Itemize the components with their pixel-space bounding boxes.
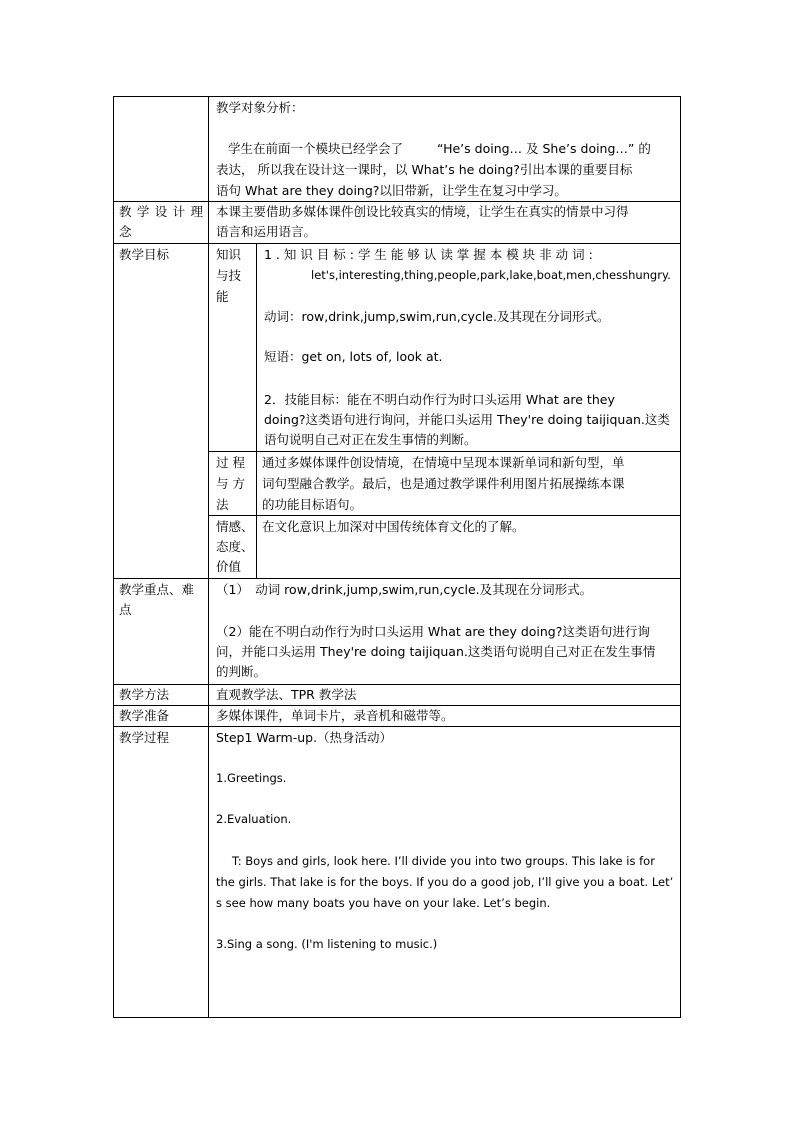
- knowledge-skill-label-2: 与技: [216, 268, 242, 283]
- teacher-talk-line3: s see how many boats you have on your lake. Let’s begin.: [216, 896, 551, 910]
- attitude-label-3: 价值: [216, 559, 242, 574]
- knowledge-goal-words: let's,interesting,thing,people,park,lake,boat,men,chesshungry.: [311, 268, 671, 282]
- attitude-label-1: 情感、: [216, 519, 254, 534]
- student-analysis-line1-left: 学生在前面一个模块已经学会了: [228, 141, 404, 156]
- process-method-line3: 的功能目标语句。: [262, 497, 363, 512]
- teaching-goals-label: 教学目标: [119, 247, 170, 262]
- skill-goal-line2: doing?这类语句进行询问，并能口头运用 They're doing taijiquan.这类: [264, 412, 670, 427]
- knowledge-skill-label-1: 知识: [216, 247, 242, 262]
- teacher-talk-line2: the girls. That lake is for the boys. If you do a good job, I’ll give you a boat. Let’: [216, 875, 674, 889]
- student-analysis-line2: 表达， 所以我在设计这一课时，以 What’s he doing?引出本课的重要目标: [216, 162, 633, 177]
- design-concept-text-2: 语言和运用语言。: [216, 224, 317, 239]
- teacher-talk-line1: T: Boys and girls, look here. I’ll divide you into two groups. This lake is for: [232, 854, 655, 868]
- skill-goal-line1: 2．技能目标：能在不明白动作行为时口头运用 What are they: [264, 392, 615, 407]
- teaching-process-label: 教学过程: [119, 730, 170, 745]
- step1-item-greetings: 1.Greetings.: [216, 771, 287, 785]
- design-concept-text-1: 本课主要借助多媒体课件创设比较真实的情境，让学生在真实的情景中习得: [216, 204, 629, 219]
- key-points-label-1: 教学重点、难: [119, 582, 195, 597]
- attitude-label-2: 态度、: [216, 539, 254, 554]
- skill-goal-line3: 语句说明自己对正在发生事情的判断。: [264, 432, 477, 447]
- teaching-prep-label: 教学准备: [119, 708, 170, 723]
- step1-item-evaluation: 2.Evaluation.: [216, 812, 292, 826]
- process-method-line1: 通过多媒体课件创设情境，在情境中呈现本课新单词和新句型，单: [262, 455, 625, 470]
- process-method-label-2: 与 方: [216, 476, 245, 491]
- process-method-line2: 词句型融合教学。最后，也是通过教学课件利用图片拓展操练本课: [262, 476, 625, 491]
- design-concept-label-1: 教学设计理: [119, 204, 203, 219]
- attitude-text: 在文化意识上加深对中国传统体育文化的了解。: [262, 519, 525, 534]
- key-point-2-line3: 的判断。: [216, 664, 267, 679]
- key-point-2-line2: 问，并能口头运用 They're doing taijiquan.这类语句说明自己对正在发生事情: [216, 644, 656, 659]
- teaching-prep-text: 多媒体课件，单词卡片，录音机和磁带等。: [216, 708, 454, 723]
- phrases-line: 短语：get on, lots of, look at.: [264, 349, 443, 364]
- key-point-2-line1: （2）能在不明白动作行为时口头运用 What are they doing?这类语句进行询: [216, 624, 650, 639]
- verbs-line: 动词：row,drink,jump,swim,run,cycle.及其现在分词形式。: [264, 309, 610, 324]
- knowledge-skill-label-3: 能: [216, 289, 229, 304]
- key-point-1: （1） 动词 row,drink,jump,swim,run,cycle.及其现在分词形式。: [216, 582, 593, 597]
- design-concept-label-2: 念: [119, 224, 132, 239]
- process-method-label-1: 过 程: [216, 455, 245, 470]
- student-analysis-line1-right: “He’s doing… 及 She’s doing…” 的: [437, 141, 651, 156]
- step1-heading: Step1 Warm-up.（热身活动）: [216, 730, 393, 745]
- knowledge-goal-head: 1 . 知 识 目 标 : 学 生 能 够 认 读 掌 握 本 模 块 非 动 词 :: [264, 247, 593, 262]
- student-analysis-heading: 教学对象分析：: [216, 100, 304, 115]
- process-method-label-3: 法: [216, 497, 229, 512]
- student-analysis-line3: 语句 What are they doing?以旧带新，让学生在复习中学习。: [216, 183, 567, 198]
- step1-item-sing: 3.Sing a song. (I'm listening to music.): [216, 937, 438, 951]
- teaching-method-label: 教学方法: [119, 687, 170, 702]
- teaching-method-text: 直观教学法、TPR 教学法: [216, 687, 357, 702]
- key-points-label-2: 点: [119, 602, 132, 617]
